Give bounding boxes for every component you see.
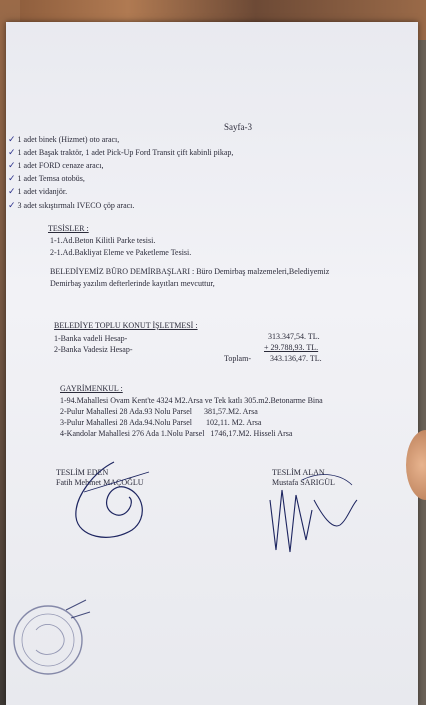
toki-heading: BELEDİYE TOPLU KONUT İŞLETMESİ :: [54, 321, 198, 330]
list-item: 3-Pulur Mahallesi 28 Ada.94.Nolu Parsel 102,11. M2. Arsa: [60, 418, 262, 427]
signature-left-title: TESLİM EDEN: [56, 468, 109, 477]
demirbas-line: BELEDİYEMİZ BÜRO DEMİRBAŞLARI : Büro Demirbaş malzemeleri,Belediyemiz: [50, 267, 330, 276]
toki-row-amount: + 29.788,93. TL.: [264, 343, 319, 352]
signature-left-icon: [54, 452, 164, 552]
page-label: Sayfa-3: [224, 122, 252, 132]
list-item: ✓ 1 adet Başak traktör, 1 adet Pick-Up Ford Transit çift kabinli pikap,: [8, 147, 234, 157]
list-item: 4-Kandolar Mahallesi 276 Ada 1.Nolu Parsel 1746,17.M2. Hisseli Arsa: [60, 429, 293, 438]
list-item: ✓ 1 adet Temsa otobüs,: [8, 173, 85, 183]
signature-left-name: Fatih Mehmet MAÇOĞLU: [56, 478, 144, 487]
checkmark-icon: ✓: [8, 200, 16, 210]
toki-total-label: Toplam-: [224, 354, 251, 363]
list-item: ✓ 1 adet binek (Hizmet) oto aracı,: [8, 134, 120, 144]
document-page: [6, 22, 418, 705]
list-item: ✓ 1 adet FORD cenaze aracı,: [8, 160, 104, 170]
list-item: 2-1.Ad.Bakliyat Eleme ve Paketleme Tesisi.: [50, 248, 192, 257]
checkmark-icon: ✓: [8, 160, 16, 170]
stamp-seal-icon: [6, 590, 96, 690]
gayrimenkul-heading: GAYRİMENKUL :: [60, 384, 123, 393]
list-item: ✓ 1 adet vidanjör.: [8, 186, 68, 196]
list-item: 1-1.Ad.Beton Kilitli Parke tesisi.: [50, 236, 156, 245]
checkmark-icon: ✓: [8, 173, 16, 183]
list-item: 2-Pulur Mahallesi 28 Ada.93 Nolu Parsel 381,57.M2. Arsa: [60, 407, 258, 416]
list-item: ✓ 3 adet sıkıştırmalı IVECO çöp aracı.: [8, 200, 135, 210]
signature-right-name: Mustafa SARIGÜL: [272, 478, 335, 487]
signature-right-icon: [262, 460, 372, 560]
toki-row-label: 2-Banka Vadesiz Hesap-: [54, 345, 133, 354]
signature-right-title: TESLİM ALAN: [272, 468, 325, 477]
toki-row-amount: 313.347,54. TL.: [268, 332, 320, 341]
checkmark-icon: ✓: [8, 186, 16, 196]
demirbas-line: Demirbaş yazılım defterlerinde kayıtları mevcuttur,: [50, 279, 215, 288]
toki-row-label: 1-Banka vadeli Hesap-: [54, 334, 128, 343]
toki-total-amount: 343.136,47. TL.: [270, 354, 322, 363]
checkmark-icon: ✓: [8, 147, 16, 157]
list-item: 1-94.Mahallesi Ovam Kent'te 4324 M2.Arsa ve Tek katlı 305.m2.Betonarme Bina: [60, 396, 323, 405]
checkmark-icon: ✓: [8, 134, 16, 144]
tesisler-heading: TESİSLER :: [48, 224, 89, 233]
